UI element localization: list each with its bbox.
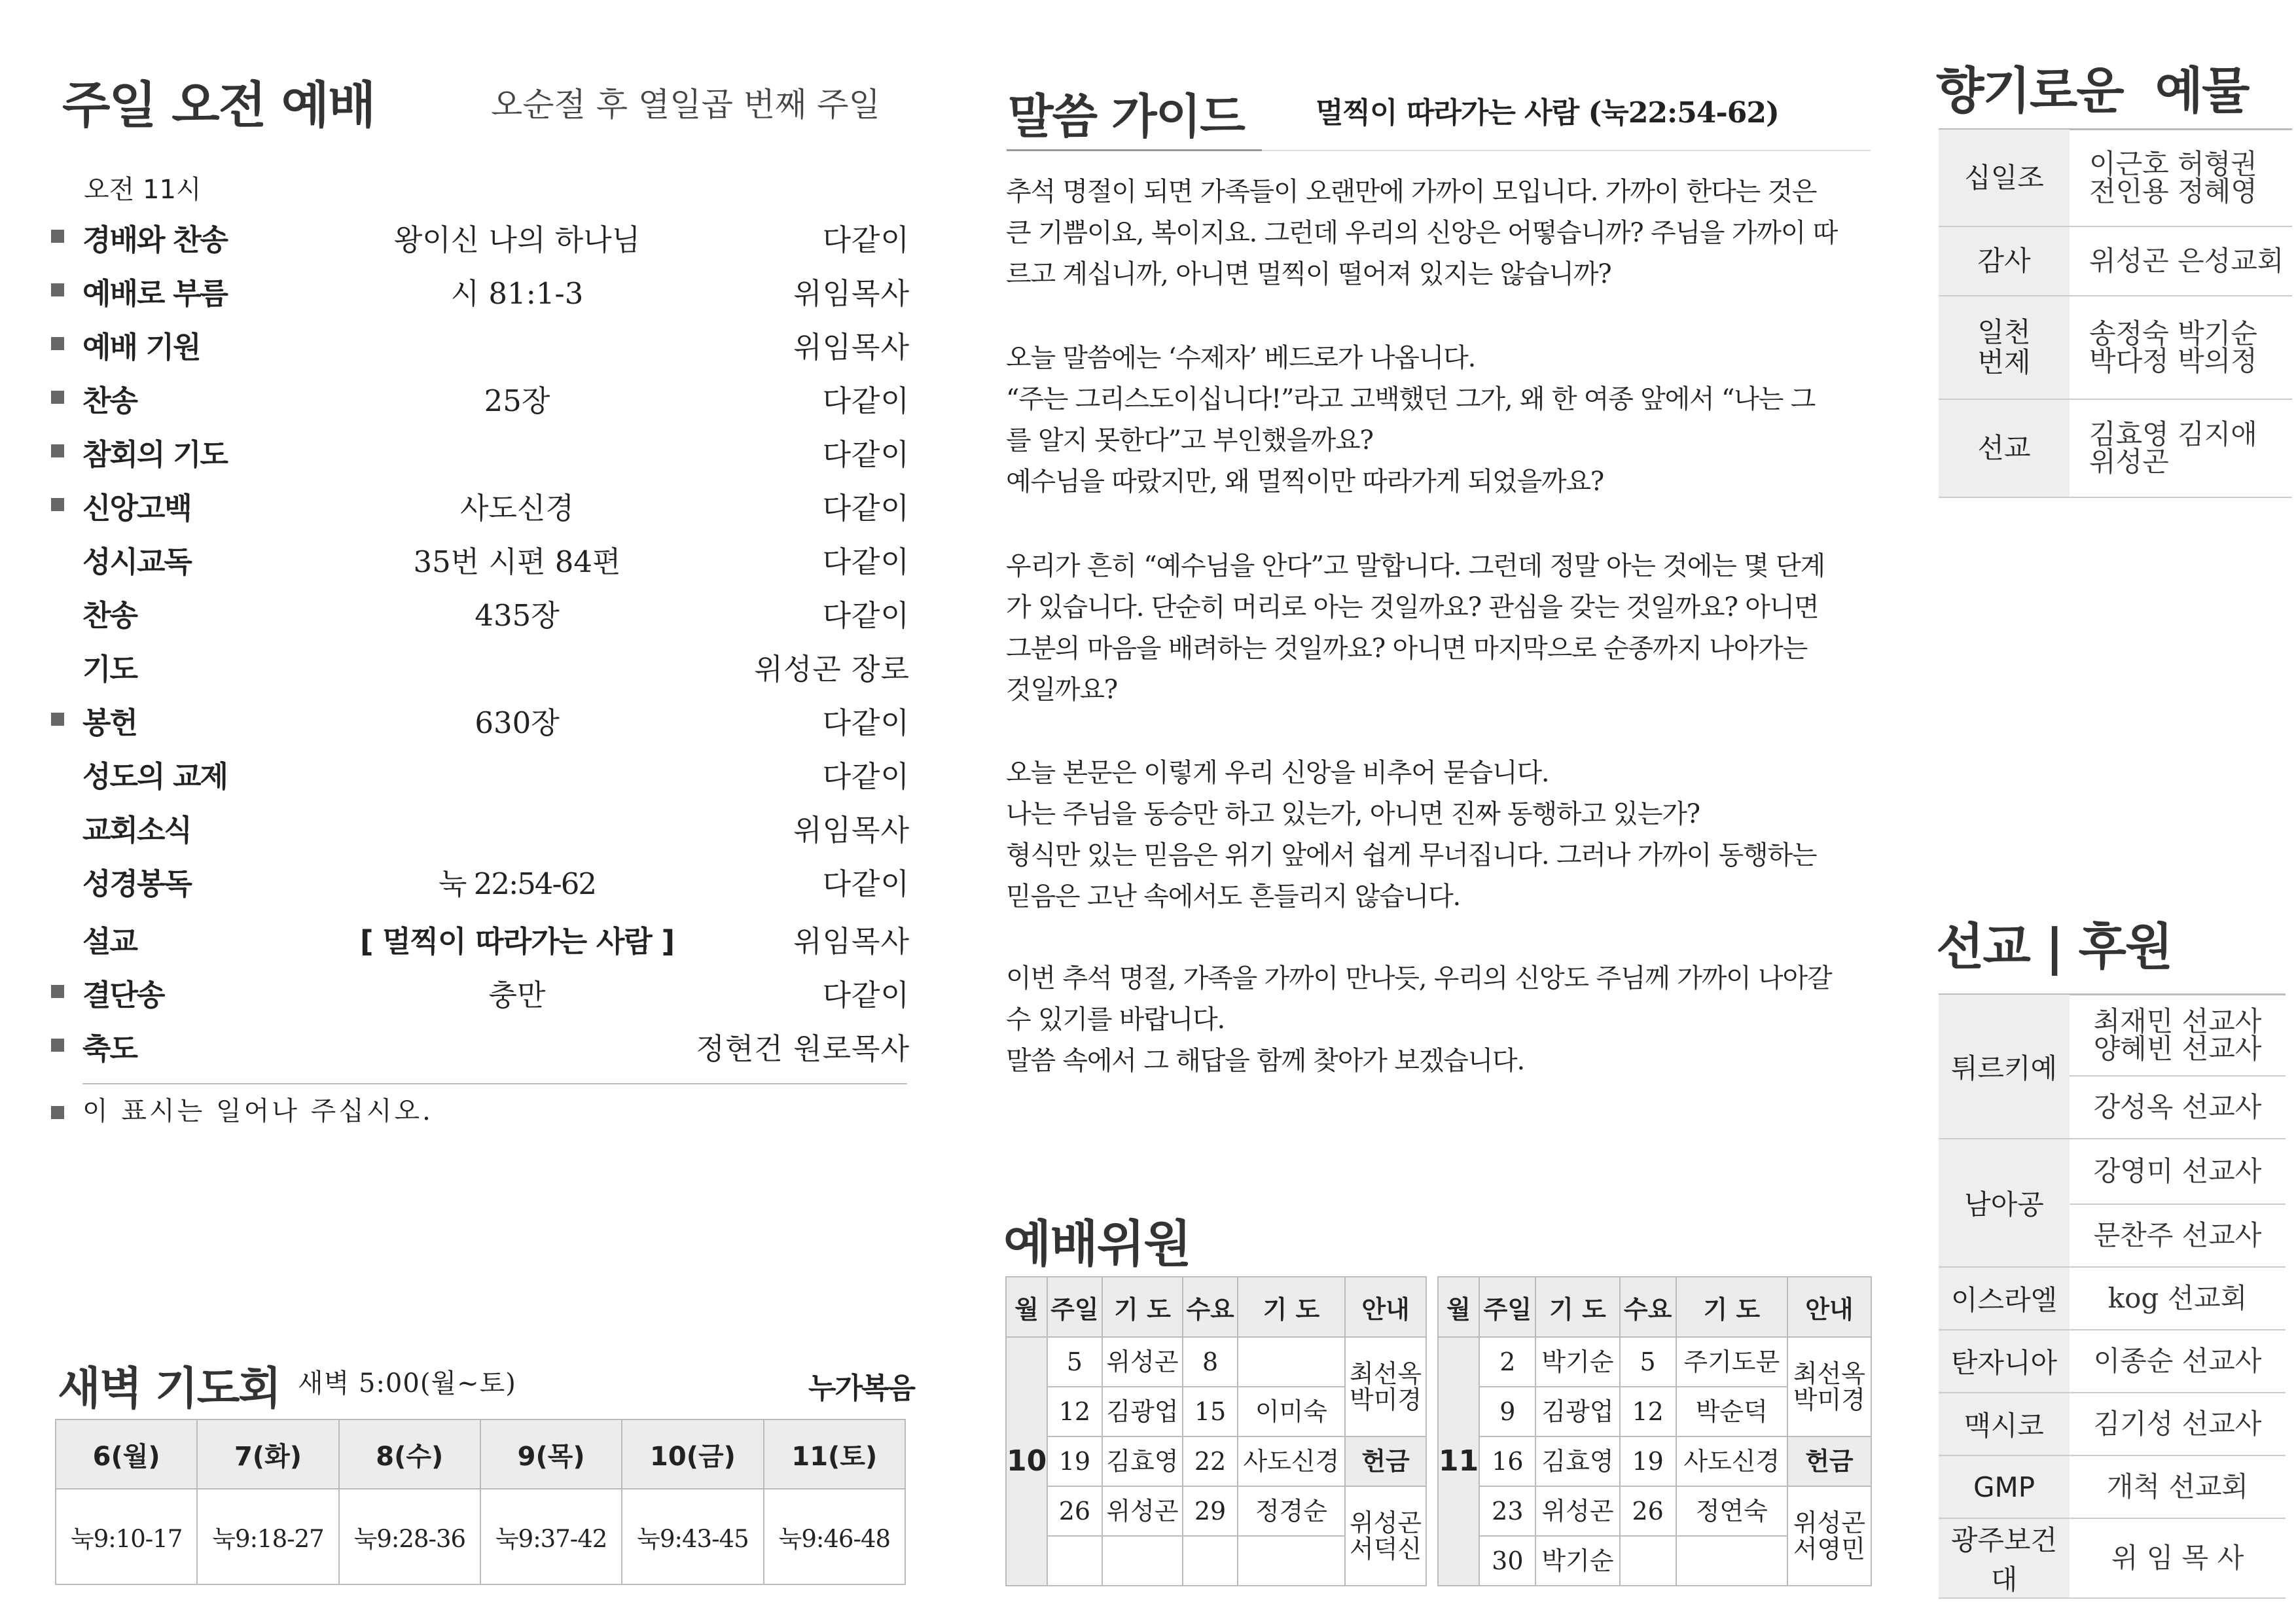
guide-line: 말씀 속에서 그 해답을 함께 찾아가 보겠습니다.	[1006, 1046, 1524, 1076]
mission-field: 광주보건대	[1939, 1518, 2070, 1598]
order-item-name: 찬송	[82, 598, 137, 633]
mission-field: 맥시코	[1939, 1393, 2070, 1455]
servants-sunday: 2	[1479, 1337, 1535, 1387]
mission-missionary: 이종순 선교사	[2070, 1330, 2286, 1393]
servants-wednesday: 29	[1183, 1486, 1237, 1536]
servants-sunday-prayer: 위성곤	[1535, 1486, 1619, 1536]
order-item-name: 신앙고백	[82, 491, 191, 526]
servants-wednesday	[1620, 1536, 1676, 1586]
order-item-person: 위임목사	[793, 276, 910, 311]
guide-line: 오늘 말씀에는 ‘수제자’ 베드로가 나옵니다.	[1006, 343, 1476, 373]
servants-header: 주일	[1479, 1277, 1535, 1337]
dawn-passage: 눅9:37-42	[480, 1489, 622, 1584]
order-item-person: 다같이	[822, 759, 910, 794]
order-item-content: 눅 22:54-62	[439, 866, 596, 901]
guide-paragraph	[1006, 546, 1876, 711]
servants-offering: 헌금	[1787, 1436, 1871, 1486]
dawn-time: 새벽 5:00(월~토)	[298, 1368, 516, 1399]
servants-header: 안내	[1787, 1277, 1871, 1337]
servants-header: 주일	[1047, 1277, 1102, 1337]
servants-header: 안내	[1345, 1277, 1426, 1337]
order-item-content: 25장	[484, 383, 550, 418]
servants-header: 월	[1006, 1277, 1047, 1337]
offering-category: 선교	[1939, 399, 2070, 497]
servants-wednesday-prayer	[1676, 1536, 1787, 1586]
offering-names: 김효영 김지애 위성곤	[2070, 399, 2292, 497]
order-item-content: 630장	[475, 705, 560, 740]
guide-line: 나는 주님을 동승만 하고 있는가, 아니면 진짜 동행하고 있는가?	[1006, 799, 1700, 829]
servants-header: 월	[1438, 1277, 1479, 1337]
servants-wednesday-prayer: 정경순	[1238, 1486, 1345, 1536]
dawn-passage: 눅9:43-45	[622, 1489, 763, 1584]
guide-line: 형식만 있는 믿음은 위기 앞에서 쉽게 무너집니다. 그러나 가까이 동행하는	[1006, 840, 1817, 870]
standing-mark-icon	[51, 498, 64, 511]
servants-wednesday-prayer: 이미숙	[1238, 1387, 1345, 1436]
guide-rule-dark	[1007, 149, 1262, 151]
servants-header: 수요	[1183, 1277, 1237, 1337]
order-row	[46, 645, 910, 695]
dawn-passage: 눅9:18-27	[197, 1489, 338, 1584]
guide-line: 그분의 마음을 배려하는 것일까요? 아니면 마지막으로 순종까지 나아가는	[1006, 633, 1808, 664]
order-row	[46, 377, 910, 427]
servants-table-november	[1437, 1276, 1872, 1586]
order-item-person: 정현건 원로목사	[696, 1031, 910, 1066]
order-item-person: 다같이	[822, 978, 910, 1012]
offering-category: 일천 번제	[1939, 296, 2070, 399]
guide-line: 오늘 본문은 이렇게 우리 신앙을 비추어 묻습니다.	[1006, 758, 1549, 788]
order-item-content: 충만	[488, 978, 546, 1012]
servants-wednesday: 8	[1183, 1337, 1237, 1387]
order-item-name: 예배 기원	[82, 330, 200, 365]
guide-line: “주는 그리스도이십니다!”라고 고백했던 그가, 왜 한 여종 앞에서 “나는 그	[1006, 384, 1816, 414]
mission-missionary: 강성옥 선교사	[2070, 1076, 2286, 1139]
order-item-name: 찬송	[82, 383, 137, 418]
order-item-person: 위임목사	[793, 330, 910, 365]
order-item-person: 다같이	[822, 598, 910, 633]
order-item-person: 위임목사	[793, 813, 910, 847]
mission-table	[1939, 995, 2286, 1599]
dawn-book: 누가복음	[808, 1372, 915, 1405]
guide-paragraph	[1006, 958, 1876, 1082]
standing-note: 이 표시는 일어나 주십시오.	[51, 1090, 433, 1128]
mission-field: 튀르키예	[1939, 995, 2070, 1139]
guide-paragraph	[1006, 338, 1876, 503]
guide-line: 수 있기를 바랍니다.	[1006, 1005, 1225, 1035]
order-row	[46, 918, 910, 967]
standing-mark-icon	[51, 1039, 64, 1052]
mission-missionary: 위 임 목 사	[2070, 1518, 2286, 1598]
order-row	[46, 216, 910, 266]
standing-mark-icon	[51, 713, 64, 726]
servants-wednesday: 12	[1620, 1387, 1676, 1436]
dawn-day: 7(화)	[197, 1419, 338, 1489]
mission-missionary: 김기성 선교사	[2070, 1393, 2286, 1455]
mission-field: 이스라엘	[1939, 1267, 2070, 1330]
order-row	[46, 323, 910, 373]
servants-sunday-prayer: 김광업	[1535, 1387, 1619, 1436]
servants-sunday: 9	[1479, 1387, 1535, 1436]
order-item-name: 교회소식	[82, 813, 191, 847]
servants-sunday-prayer: 김효영	[1102, 1436, 1183, 1486]
order-item-name: 성경봉독	[82, 866, 191, 901]
offering-names: 이근호 허형권 전인용 정혜영	[2070, 130, 2292, 226]
order-row	[46, 806, 910, 856]
servants-sunday-prayer: 박기순	[1535, 1337, 1619, 1387]
servants-sunday: 23	[1479, 1486, 1535, 1536]
mission-field: GMP	[1939, 1455, 2070, 1518]
servants-wednesday: 26	[1620, 1486, 1676, 1536]
servants-header: 기 도	[1102, 1277, 1183, 1337]
guide-line: 것일까요?	[1006, 675, 1118, 705]
servants-sunday: 19	[1047, 1436, 1102, 1486]
order-row	[46, 753, 910, 802]
order-item-content: 35번 시편 84편	[413, 544, 621, 579]
servants-month: 11	[1438, 1337, 1479, 1586]
dawn-day: 8(수)	[339, 1419, 480, 1489]
offering-names: 송정숙 박기순 박다정 박의정	[2070, 296, 2292, 399]
order-item-name: 기도	[82, 652, 137, 687]
guide-rule-light	[1262, 150, 1871, 151]
servants-wednesday-prayer: 사도신경	[1238, 1436, 1345, 1486]
dawn-day: 10(금)	[622, 1419, 763, 1489]
servants-sunday-prayer: 위성곤	[1102, 1486, 1183, 1536]
offerings-table	[1939, 130, 2292, 498]
order-item-person: 다같이	[822, 491, 910, 526]
servants-sunday-prayer: 박기순	[1535, 1536, 1619, 1586]
guide-title: 말씀 가이드	[1008, 89, 1244, 144]
servants-wednesday: 19	[1620, 1436, 1676, 1486]
mission-missionary: 최재민 선교사 양혜빈 선교사	[2070, 995, 2286, 1076]
servants-title: 예배위원	[1003, 1215, 1191, 1273]
guide-line: 르고 계십니까, 아니면 멀찍이 떨어져 있지는 않습니까?	[1006, 259, 1611, 289]
guide-line: 를 알지 못한다”고 부인했을까요?	[1006, 425, 1373, 455]
servants-month: 10	[1006, 1337, 1047, 1586]
guide-sermon-title: 멀찍이 따라가는 사람 (눅22:54-62)	[1316, 96, 1779, 130]
servants-guide: 위성곤 서덕신	[1345, 1486, 1426, 1586]
dawn-day: 11(토)	[764, 1419, 905, 1489]
guide-line: 예수님을 따랐지만, 왜 멀찍이만 따라가게 되었을까요?	[1006, 467, 1604, 497]
dawn-table	[55, 1419, 906, 1585]
standing-mark-icon	[51, 391, 64, 404]
mission-field: 탄자니아	[1939, 1330, 2070, 1393]
order-row	[46, 538, 910, 588]
order-item-name: 축도	[82, 1031, 137, 1066]
offering-names: 위성곤 은성교회	[2070, 226, 2292, 296]
order-row	[46, 971, 910, 1021]
servants-wednesday-prayer	[1238, 1536, 1345, 1586]
servants-header: 기 도	[1676, 1277, 1787, 1337]
servants-wednesday-prayer: 정연숙	[1676, 1486, 1787, 1536]
servants-offering: 헌금	[1345, 1436, 1426, 1486]
servants-header: 수요	[1620, 1277, 1676, 1337]
order-row	[46, 431, 910, 480]
guide-paragraph	[1006, 753, 1876, 918]
servants-wednesday-prayer: 사도신경	[1676, 1436, 1787, 1486]
order-item-person: 위임목사	[793, 924, 910, 959]
servants-guide: 위성곤 서영민	[1787, 1486, 1871, 1586]
servants-sunday-prayer: 김효영	[1535, 1436, 1619, 1486]
order-item-person: 다같이	[822, 383, 910, 418]
servants-wednesday: 5	[1620, 1337, 1676, 1387]
offerings-title: 향기로운 예물	[1936, 62, 2249, 120]
guide-line: 큰 기쁨이요, 복이지요. 그런데 우리의 신앙은 어떻습니까? 주님을 가까이 따	[1006, 218, 1838, 248]
order-item-name: 예배로 부름	[82, 276, 228, 311]
order-item-content: 시 81:1-3	[450, 276, 584, 311]
guide-line: 가 있습니다. 단순히 머리로 아는 것일까요? 관심을 갖는 것일까요? 아니면	[1006, 592, 1819, 622]
guide-line: 우리가 흔히 “예수님을 안다”고 말합니다. 그런데 정말 아는 것에는 몇 단계	[1006, 551, 1825, 581]
dawn-passage: 눅9:28-36	[339, 1489, 480, 1584]
mission-missionary: kog 선교회	[2070, 1267, 2286, 1330]
dawn-day: 6(월)	[56, 1419, 197, 1489]
offering-category: 감사	[1939, 226, 2070, 296]
order-item-person: 다같이	[822, 866, 910, 901]
servants-header: 기 도	[1535, 1277, 1619, 1337]
servants-sunday-prayer: 김광업	[1102, 1387, 1183, 1436]
servants-wednesday	[1183, 1536, 1237, 1586]
servants-sunday: 16	[1479, 1436, 1535, 1486]
order-row	[46, 270, 910, 319]
standing-mark-icon	[51, 337, 64, 350]
order-item-content: 435장	[475, 598, 560, 633]
servants-guide: 최선옥 박미경	[1345, 1337, 1426, 1436]
order-row	[46, 860, 910, 910]
order-item-name: 설교	[82, 924, 137, 959]
order-item-person: 다같이	[822, 544, 910, 579]
order-item-content: [ 멀찍이 따라가는 사람 ]	[359, 924, 675, 959]
order-item-name: 성도의 교제	[82, 759, 228, 794]
standing-mark-icon	[51, 283, 64, 296]
servants-wednesday-prayer	[1238, 1337, 1345, 1387]
servants-sunday	[1047, 1536, 1102, 1586]
dawn-passage: 눅9:10-17	[56, 1489, 197, 1584]
servants-sunday-prayer: 위성곤	[1102, 1337, 1183, 1387]
order-item-content: 사도신경	[460, 491, 574, 526]
mission-missionary: 개척 선교회	[2070, 1455, 2286, 1518]
standing-mark-icon	[51, 230, 64, 243]
order-item-person: 다같이	[822, 223, 910, 257]
order-item-person: 다같이	[822, 437, 910, 472]
mission-field: 남아공	[1939, 1139, 2070, 1267]
standing-mark-icon	[51, 444, 64, 457]
servants-sunday: 30	[1479, 1536, 1535, 1586]
dawn-day: 9(목)	[480, 1419, 622, 1489]
servants-wednesday-prayer: 주기도문	[1676, 1337, 1787, 1387]
worship-subtitle: 오순절 후 열일곱 번째 주일	[491, 86, 880, 124]
servants-wednesday: 15	[1183, 1387, 1237, 1436]
dawn-title: 새벽 기도회	[58, 1363, 281, 1415]
guide-line: 이번 추석 명절, 가족을 가까이 만나듯, 우리의 신앙도 주님께 가까이 나아갈	[1006, 963, 1832, 993]
servants-guide: 최선옥 박미경	[1787, 1337, 1871, 1436]
order-row	[46, 1025, 910, 1075]
servants-sunday: 26	[1047, 1486, 1102, 1536]
order-item-name: 결단송	[82, 978, 164, 1012]
mission-missionary: 문찬주 선교사	[2070, 1204, 2286, 1267]
guide-paragraph	[1006, 171, 1876, 295]
mission-title: 선교 | 후원	[1936, 918, 2172, 976]
order-item-person: 다같이	[822, 705, 910, 740]
order-row	[46, 592, 910, 641]
guide-line: 추석 명절이 되면 가족들이 오랜만에 가까이 모입니다. 가까이 한다는 것은	[1006, 177, 1817, 207]
order-row	[46, 484, 910, 534]
order-item-content: 왕이신 나의 하나님	[393, 223, 641, 257]
order-item-name: 봉헌	[82, 705, 137, 740]
servants-sunday-prayer	[1102, 1536, 1183, 1586]
order-row	[46, 699, 910, 749]
standing-mark-icon	[51, 985, 64, 998]
servants-wednesday: 22	[1183, 1436, 1237, 1486]
order-item-name: 성시교독	[82, 544, 191, 579]
servants-table-october	[1005, 1276, 1427, 1586]
standing-mark-icon	[51, 1106, 64, 1119]
mission-missionary: 강영미 선교사	[2070, 1139, 2286, 1204]
order-item-person: 위성곤 장로	[754, 652, 910, 687]
guide-line: 믿음은 고난 속에서도 흔들리지 않습니다.	[1006, 882, 1461, 912]
servants-sunday: 12	[1047, 1387, 1102, 1436]
servants-header: 기 도	[1238, 1277, 1345, 1337]
order-item-name: 참회의 기도	[82, 437, 228, 472]
offering-category: 십일조	[1939, 130, 2070, 226]
servants-sunday: 5	[1047, 1337, 1102, 1387]
order-bottom-line	[82, 1083, 907, 1084]
order-item-name: 경배와 찬송	[82, 223, 228, 257]
dawn-passage: 눅9:46-48	[764, 1489, 905, 1584]
worship-title: 주일 오전 예배	[62, 76, 375, 134]
servants-wednesday-prayer: 박순덕	[1676, 1387, 1787, 1436]
worship-time: 오전 11시	[84, 175, 202, 205]
